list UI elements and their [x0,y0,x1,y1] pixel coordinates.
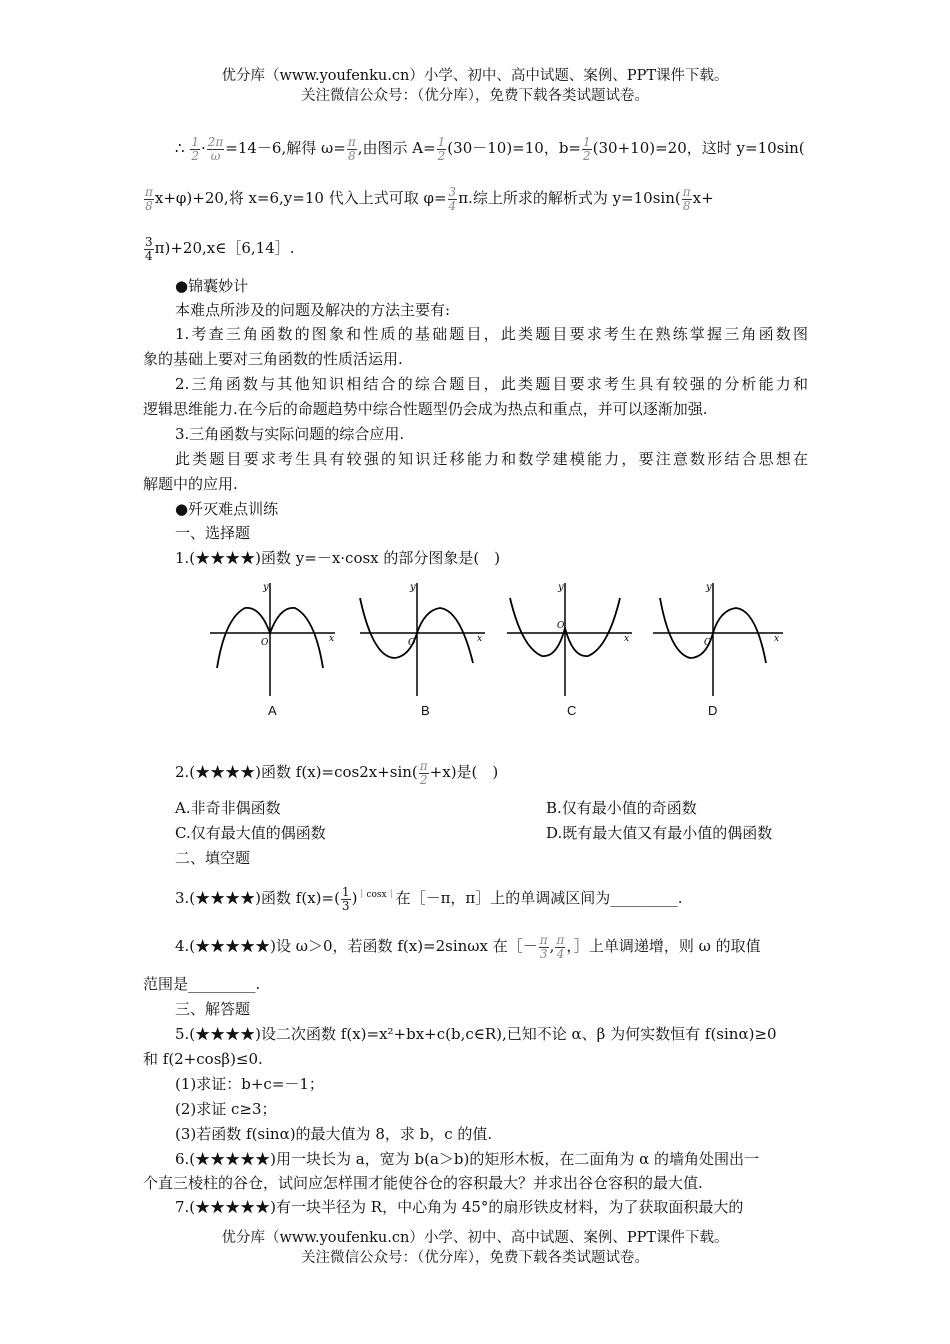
graph-label-c: C [567,703,577,718]
fraction: $\frac{\pi}{8}$ [347,134,356,163]
solution-line-3: $\frac{3}{4}$ π)+20,x∈［6,14］. [145,234,295,263]
axis-label-x: x [624,634,630,644]
question-5-part-3: (3)若函数 f(sinα)的最大值为 8，求 b，c 的值. [175,1125,493,1143]
axis-label-y: y [706,582,712,593]
tips-p2a: 2.三角函数与其他知识相结合的综合题目，此类题目要求考生具有较强的分析能力和 [175,375,808,393]
tips-p1b: 象的基础上要对三角函数的性质活运用. [143,350,403,368]
graph-label-d: D [708,703,718,718]
fraction: $\frac{1}{3}$ [341,884,350,913]
question-4-cont: 范围是_________. [143,975,261,993]
page-header [0,66,950,106]
question-3: 3.(★★★★)函数 f(x)=( $\frac{1}{3}$ )$^{|cosx|}$在［－π，π］上的单调减区间为_________. [175,884,683,913]
tips-p3: 3.三角函数与实际问题的综合应用. [175,425,405,443]
question-4: 4.(★★★★★)设 ω＞0，若函数 f(x)=2sinωx 在［－ $\frac{\pi}{3}$ , $\frac{\pi}{4}$ ，］上单调递增，则 ω 的取值 [175,932,761,961]
section-choice: 一、选择题 [175,524,251,542]
graph-a [205,578,340,698]
question-5-part-2: (2)求证 c≥3； [175,1100,277,1118]
section-fill: 二、填空题 [175,849,251,867]
question-5-part-1: (1)求证：b+c=－1； [175,1075,324,1093]
footer-line-2: 关注微信公众号：（优分库），免费下载各类试题试卷。 [301,1250,649,1266]
question-6: 6.(★★★★★)用一块长为 a，宽为 b(a＞b)的矩形木板，在二面角为 α 的墙角处围出一 [175,1150,760,1168]
fraction: $\frac{2\pi}{\omega}$ [207,134,224,163]
page-footer [0,1228,950,1268]
fraction: $\frac{1}{2}$ [191,134,199,163]
graph-c [502,578,637,698]
graph-label-b: B [421,703,430,718]
tips-p4a: 此类题目要求考生具有较强的知识迁移能力和数学建模能力，要注意数形结合思想在 [175,450,808,468]
fraction: $\frac{\pi}{8}$ [682,184,691,213]
question-6-cont: 个直三棱柱的谷仓，试问应怎样围才能使谷仓的容积最大？并求出谷仓容积的最大值. [143,1174,703,1192]
graph-d [648,578,788,698]
training-heading: ●歼灭难点训练 [175,500,279,518]
fraction: $\frac{3}{4}$ [448,184,457,213]
graph-label-a: A [268,703,277,718]
graph-b [355,578,490,698]
tips-p2b: 逻辑思维能力.在今后的命题趋势中综合性题型仍会成为热点和重点，并可以逐渐加强. [143,400,708,418]
tips-heading: ●锦囊妙计 [175,277,249,295]
axis-label-x: x [477,634,483,644]
question-2: 2.(★★★★)函数 f(x)=cos2x+sin( $\frac{\pi}{2}$ +x)是( ) [175,758,499,787]
origin-label: O [557,621,565,631]
question-5-cont: 和 f(2+cosβ)≤0. [143,1050,263,1068]
question-5: 5.(★★★★)设二次函数 f(x)=x²+bx+c(b,c∈R),已知不论 α、β 为何实数恒有 f(sinα)≥0 [175,1025,777,1043]
fraction: $\frac{1}{2}$ [583,134,591,163]
fraction: $\frac{3}{4}$ [145,234,153,263]
axis-label-y: y [263,582,269,593]
solution-line-1: ∴ $\frac{1}{2}$ · $\frac{2\pi}{\omega}$ =14－6,解得 ω= $\frac{\pi}{8}$ ,由图示 A= $\frac{1}{2}$ (30－10)=10，b= $\frac{1}{2}$ (30+10)=20，这时 y=10sin( [175,134,805,163]
question-7: 7.(★★★★★)有一块半径为 R，中心角为 45°的扇形铁皮材料，为了获取面积最大的 [175,1198,744,1216]
tips-p4b: 解题中的应用. [143,475,238,493]
tips-p1a: 1.考查三角函数的图象和性质的基础题目，此类题目要求考生在熟练掌握三角函数图 [175,325,808,343]
fraction: $\frac{\pi}{4}$ [556,932,565,961]
option-a: A.非奇非偶函数 [175,799,281,817]
axis-label-y: y [558,582,564,593]
axis-label-x: x [329,634,335,644]
origin-label: O [704,638,712,648]
section-answer: 三、解答题 [175,1000,251,1018]
axis-label-x: x [774,634,780,644]
question-1: 1.(★★★★)函数 y=－x·cosx 的部分图象是( ) [175,549,501,567]
axis-label-y: y [410,582,416,593]
origin-label: O [408,638,416,648]
option-d: D.既有最大值又有最小值的偶函数 [546,824,773,842]
fraction: $\frac{\pi}{2}$ [419,758,428,787]
origin-label: O [261,638,269,648]
tips-intro: 本难点所涉及的问题及解决的方法主要有: [175,301,451,319]
option-b: B.仅有最小值的奇函数 [546,799,697,817]
header-line-1: 优分库（www.youfenku.cn）小学、初中、高中试题、案例、PPT课件下载。 [221,68,729,84]
solution-line-2: $\frac{\pi}{8}$ x+φ)+20,将 x=6,y=10 代入上式可取 φ= $\frac{3}{4}$ π.综上所求的解析式为 y=10sin( $\frac{\pi}{8}$ x+ [145,184,714,213]
fraction: $\frac{\pi}{3}$ [539,932,548,961]
fraction: $\frac{1}{2}$ [437,134,446,163]
header-line-2: 关注微信公众号：（优分库），免费下载各类试题试卷。 [301,88,649,104]
option-c: C.仅有最大值的偶函数 [175,824,326,842]
fraction: $\frac{\pi}{8}$ [145,184,153,213]
footer-line-1: 优分库（www.youfenku.cn）小学、初中、高中试题、案例、PPT课件下载。 [221,1230,729,1246]
